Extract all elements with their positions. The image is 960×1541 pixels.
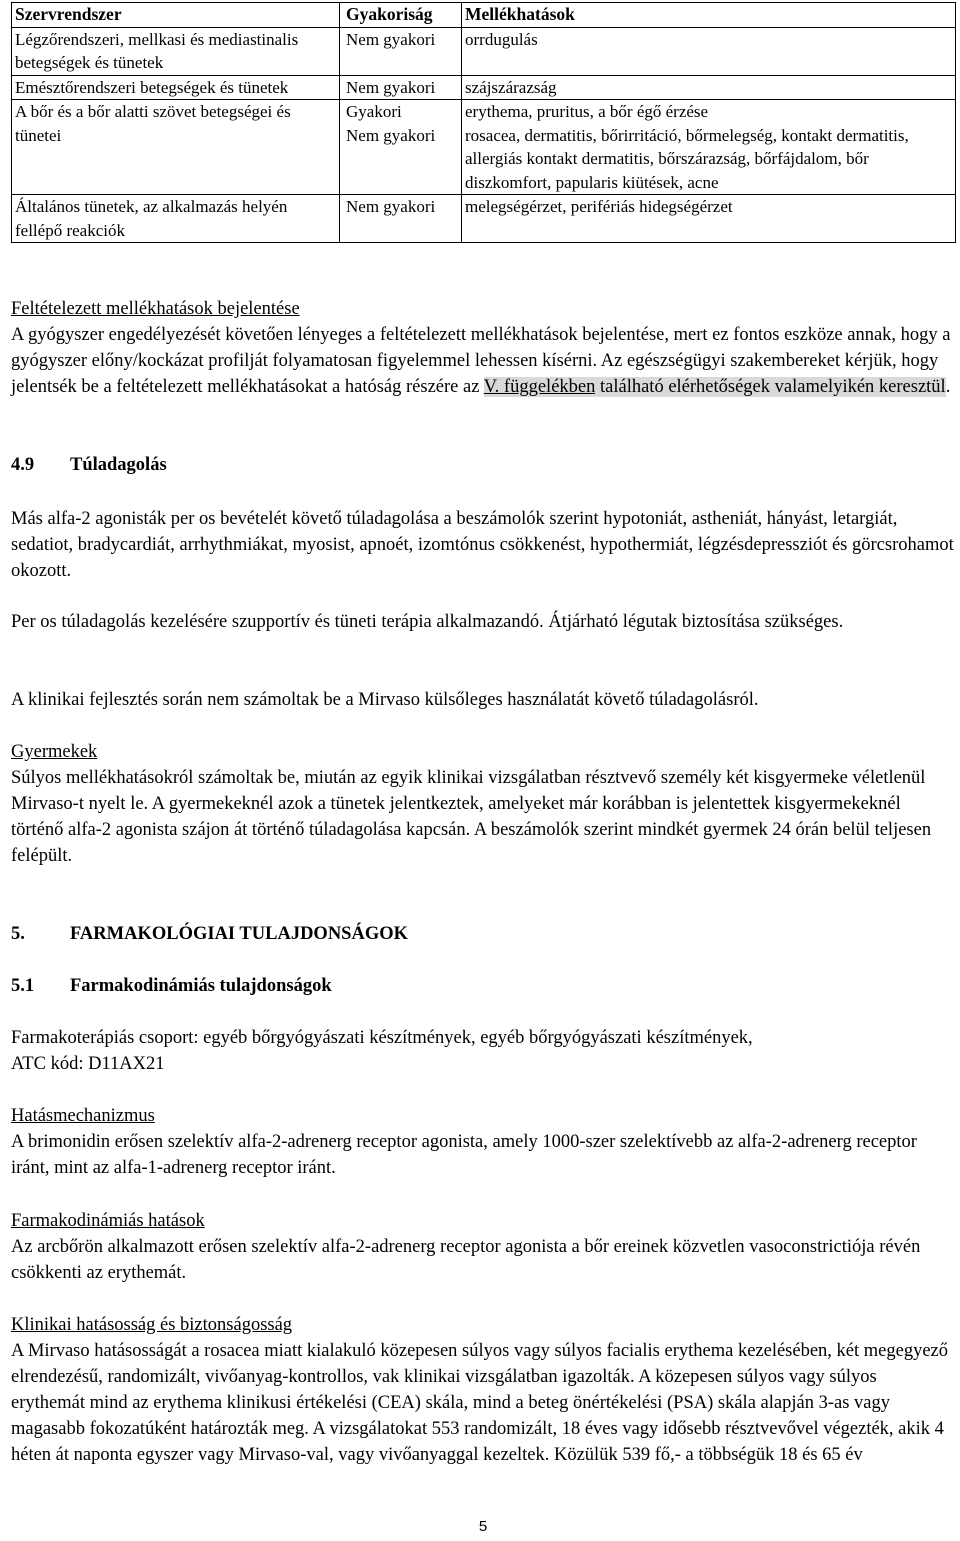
organ-cell: A bőr és a bőr alatti szövet betegségei és tünetei [12, 100, 340, 195]
frequency-common: Gyakori [346, 102, 402, 121]
children-heading-text: Gyermekek [11, 742, 98, 762]
table-row [12, 195, 956, 243]
section-title: Farmakodinámiás tulajdonságok [70, 976, 332, 996]
header-side-effects: Mellékhatások [462, 3, 956, 28]
header-frequency: Gyakoriság [340, 3, 462, 28]
reporting-text: A gyógyszer engedélyezését követően lényeges a feltételezett mellékhatások bejelentése, mert ez fontos eszköze annak, hogy a gyógyszer előny/kockázat profilját folyamatosan figyelemmel lehessen kísérni. Az egészségügyi szakembereket kérjük, hogy jelentsék be a feltételezett mellékhatásokat a hatóság részére az [11, 325, 951, 397]
efficacy-paragraph: A Mirvaso hatásosságát a rosacea miatt kialakuló közepesen súlyos vagy súlyos facialis erythema kezelésében, két megegyező elrendezésű, randomizált, vivőanyag-kontrollos, vak klinikai vizsgálatban igazolták. A közepesen súlyos vagy súlyos erythemát mind az erythema klinikusi értékelési (CEA) skála, mind a beteg önértékelési (PSA) skála alapján 3-as vagy magasabb fokozatúként határozták meg. A vizsgálatokat 553 randomizált, 18 éves vagy idősebb résztvevővel végezték, akik 4 héten át naponta egyszer vagy Mirvaso-val, vagy vivőanyaggal kezeltek. Közülük 539 fő,- a többségük 18 és 65 év [11, 1341, 949, 1465]
mechanism-paragraph: A brimonidin erősen szelektív alfa-2-adrenerg receptor agonista, amely 1000-szer szelektívebb az alfa-2-adrenerg receptor iránt, mint az alfa-1-adrenerg receptor iránt. [11, 1132, 917, 1178]
effects-cell: melegségérzet, perifériás hidegségérzet [462, 195, 956, 243]
section-5-heading [11, 921, 408, 947]
reporting-text-after: található elérhetőségek valamelyikén keresztül [595, 377, 946, 397]
organ-cell: Emésztőrendszeri betegségek és tünetek [12, 75, 340, 100]
section-title: FARMAKOLÓGIAI TULAJDONSÁGOK [70, 924, 408, 944]
adverse-effects-table [11, 2, 956, 243]
reporting-paragraph [11, 322, 955, 400]
frequency-cell: Nem gyakori [340, 27, 462, 75]
efficacy-heading-text: Klinikai hatásosság és biztonságosság [11, 1315, 293, 1335]
frequency-uncommon: Nem gyakori [346, 125, 436, 145]
table-header-row [12, 3, 956, 28]
section-4-9-heading [11, 452, 167, 478]
reporting-heading [11, 296, 955, 322]
organ-cell: Légzőrendszeri, mellkasi és mediastinalis betegségek és tünetek [12, 27, 340, 75]
children-paragraph: Súlyos mellékhatásokról számoltak be, miután az egyik klinikai vizsgálatban résztvevő személy két kisgyermeke véletlenül Mirvaso-t nyelt le. A gyermekeknél azok a tünetek jelentkeztek, amelyeket már korábban is jelentettek kisgyermekeknél történő alfa-2 agonista szájon át történő túladagolása kapcsán. A beszámolók szerint mindkét gyermek 24 órán belül teljesen felépült. [11, 768, 932, 866]
children-heading [11, 739, 955, 765]
efficacy-heading [11, 1312, 955, 1338]
reporting-end: . [945, 377, 951, 397]
table-row [12, 27, 956, 75]
page-number: 5 [478, 1518, 488, 1535]
effects-cell: szájszárazság [462, 75, 956, 100]
overdose-paragraph-3: A klinikai fejlesztés során nem számoltak be a Mirvaso külsőleges használatát követő túladagolásról. [11, 690, 759, 710]
table-row [12, 100, 956, 195]
frequency-cell: Nem gyakori [340, 75, 462, 100]
effects-cell [462, 100, 956, 195]
table-row [12, 75, 956, 100]
overdose-paragraph-2: Per os túladagolás kezelésére szupportív és tüneti terápia alkalmazandó. Átjárható légutak biztosítása szükséges. [11, 612, 844, 632]
effects-uncommon: rosacea, dermatitis, bőrirritáció, bőrmelegség, kontakt dermatitis, allergiás kontakt dermatitis, bőrszárazság, bőrfájdalom, bőr diszkomfort, papularis kiütések, acne [465, 125, 909, 192]
section-title: Túladagolás [70, 455, 167, 475]
section-number: 5.1 [11, 976, 35, 996]
overdose-paragraph-1: Más alfa-2 agonisták per os bevételét követő túladagolása a beszámolók szerint hypotoniát, astheniát, hányást, letargiát, sedatiot, bradycardiát, arrhythmiákat, myosist, apnoét, izomtónus csökkenést, hypothermiát, légzésdepressziót és görcsrohamot okozott. [11, 509, 954, 581]
frequency-cell [340, 100, 462, 195]
atc-code: ATC kód: D11AX21 [11, 1054, 165, 1074]
effects-common: erythema, pruritus, a bőr égő érzése [465, 102, 709, 121]
section-5-1-heading [11, 973, 332, 999]
organ-cell: Általános tünetek, az alkalmazás helyén fellépő reakciók [12, 195, 340, 243]
section-number: 5. [11, 924, 25, 944]
effects-cell: orrdugulás [462, 27, 956, 75]
header-organ-system: Szervrendszer [12, 3, 340, 28]
pd-effects-heading [11, 1208, 955, 1234]
pd-effects-heading-text: Farmakodinámiás hatások [11, 1211, 205, 1231]
pd-effects-paragraph: Az arcbőrön alkalmazott erősen szelektív alfa-2-adrenerg receptor agonista a bőr ereinek közvetlen vasoconstrictiója révén csökkenti az erythemát. [11, 1237, 921, 1283]
therapeutic-group: Farmakoterápiás csoport: egyéb bőrgyógyászati készítmények, egyéb bőrgyógyászati készítmények, [11, 1028, 753, 1048]
reporting-heading-text: Feltételezett mellékhatások bejelentése [11, 299, 300, 319]
mechanism-heading [11, 1103, 955, 1129]
section-number: 4.9 [11, 455, 35, 475]
appendix-link[interactable]: V. függelékben [483, 377, 596, 397]
frequency-cell: Nem gyakori [340, 195, 462, 243]
mechanism-heading-text: Hatásmechanizmus [11, 1106, 155, 1126]
